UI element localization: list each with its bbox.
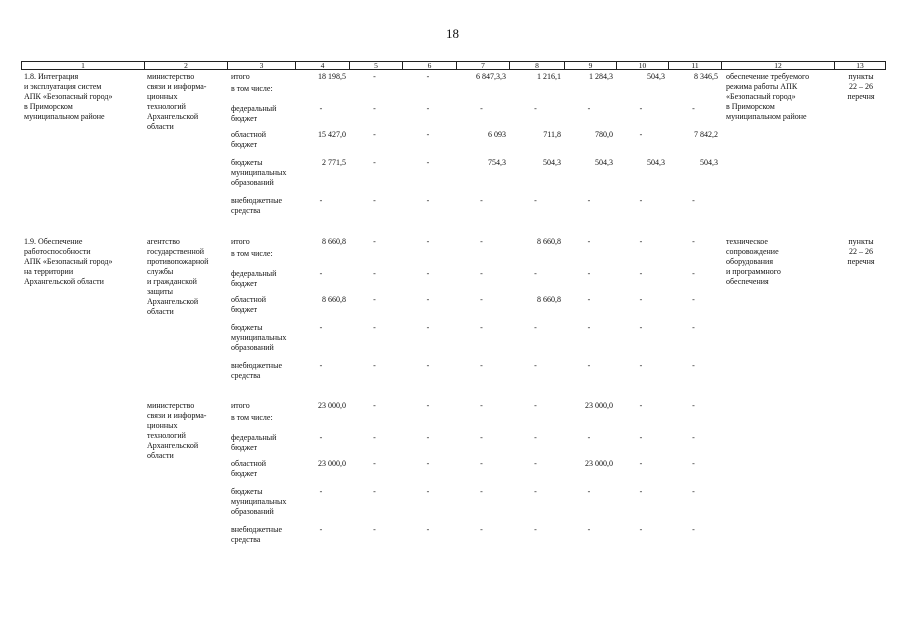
amount-cell: 504,3: [700, 158, 718, 167]
amount-cell: -: [426, 269, 430, 278]
funding-source: итого: [231, 401, 250, 410]
amount-cell: -: [587, 525, 591, 534]
amount-cell: -: [639, 269, 643, 278]
amount-cell: 23 000,0: [318, 401, 346, 410]
amount-cell: -: [692, 459, 695, 468]
amount-cell: -: [426, 459, 430, 468]
list-reference: пункты 22 – 26 перечня: [847, 237, 875, 266]
amount-cell: -: [534, 361, 537, 370]
amount-cell: -: [319, 525, 323, 534]
amount-cell: -: [373, 196, 376, 205]
amount-cell: -: [426, 433, 430, 442]
amount-cell: -: [426, 72, 430, 81]
amount-cell: -: [587, 237, 591, 246]
funding-source: в том числе:: [231, 84, 273, 93]
expected-result: обеспечение требуемого режима работы АПК «Безопасный город» в Приморском муниципальном районе: [726, 72, 810, 121]
header-cell-12: 12: [722, 61, 835, 70]
header-cell-4: 4: [296, 61, 350, 70]
amount-cell: -: [426, 130, 430, 139]
amount-cell: 15 427,0: [318, 130, 346, 139]
amount-cell: -: [426, 295, 430, 304]
amount-cell: -: [480, 361, 483, 370]
amount-cell: -: [373, 361, 376, 370]
amount-cell: -: [373, 72, 376, 81]
header-cell-13: 13: [835, 61, 886, 70]
expected-result: техническое сопровождение оборудования и программного обеспечения: [726, 237, 781, 286]
amount-cell: 8 660,8: [537, 237, 561, 246]
amount-cell: 504,3: [543, 158, 561, 167]
amount-cell: -: [426, 401, 430, 410]
amount-cell: 18 198,5: [318, 72, 346, 81]
amount-cell: 780,0: [595, 130, 613, 139]
amount-cell: 504,3: [647, 72, 665, 81]
amount-cell: -: [480, 487, 483, 496]
executor: министерство связи и информа- ционных технологий Архангельской области: [147, 72, 207, 131]
amount-cell: -: [639, 196, 643, 205]
funding-source: внебюджетные средства: [231, 525, 282, 544]
header-cell-6: 6: [403, 61, 457, 70]
amount-cell: 504,3: [595, 158, 613, 167]
funding-source: областной бюджет: [231, 459, 267, 478]
header-cell-5: 5: [350, 61, 403, 70]
header-cell-8: 8: [510, 61, 565, 70]
amount-cell: -: [426, 361, 430, 370]
amount-cell: -: [587, 433, 591, 442]
amount-cell: -: [426, 525, 430, 534]
header-cell-10: 10: [617, 61, 669, 70]
funding-source: в том числе:: [231, 413, 273, 422]
amount-cell: -: [373, 433, 376, 442]
amount-cell: -: [373, 104, 376, 113]
amount-cell: 754,3: [488, 158, 506, 167]
amount-cell: -: [426, 237, 430, 246]
funding-source: бюджеты муниципальных образований: [231, 158, 287, 187]
amount-cell: -: [534, 433, 537, 442]
funding-source: федеральный бюджет: [231, 433, 277, 452]
amount-cell: -: [639, 323, 643, 332]
amount-cell: -: [639, 487, 643, 496]
amount-cell: -: [587, 361, 591, 370]
amount-cell: -: [373, 158, 376, 167]
amount-cell: -: [426, 158, 430, 167]
amount-cell: 2 771,5: [322, 158, 346, 167]
funding-source: областной бюджет: [231, 295, 267, 314]
amount-cell: -: [319, 104, 323, 113]
amount-cell: 6 847,3,3: [476, 72, 506, 81]
amount-cell: -: [692, 295, 695, 304]
amount-cell: -: [639, 433, 643, 442]
amount-cell: 23 000,0: [318, 459, 346, 468]
amount-cell: 23 000,0: [585, 459, 613, 468]
amount-cell: -: [480, 269, 483, 278]
amount-cell: -: [480, 401, 483, 410]
funding-source: внебюджетные средства: [231, 196, 282, 215]
amount-cell: -: [373, 487, 376, 496]
funding-source: федеральный бюджет: [231, 104, 277, 123]
funding-source: внебюджетные средства: [231, 361, 282, 380]
amount-cell: -: [426, 104, 430, 113]
amount-cell: -: [373, 237, 376, 246]
page-number: 18: [446, 26, 459, 41]
amount-cell: -: [480, 525, 483, 534]
amount-cell: -: [639, 401, 643, 410]
amount-cell: -: [692, 104, 695, 113]
amount-cell: -: [534, 269, 537, 278]
header-cell-11: 11: [669, 61, 722, 70]
funding-source: федеральный бюджет: [231, 269, 277, 288]
amount-cell: -: [480, 323, 483, 332]
amount-cell: -: [587, 295, 591, 304]
amount-cell: -: [319, 487, 323, 496]
amount-cell: -: [534, 104, 537, 113]
amount-cell: -: [639, 525, 643, 534]
amount-cell: -: [373, 295, 376, 304]
amount-cell: -: [373, 323, 376, 332]
amount-cell: -: [692, 237, 695, 246]
amount-cell: 8 660,8: [537, 295, 561, 304]
amount-cell: -: [692, 525, 695, 534]
amount-cell: -: [692, 361, 695, 370]
funding-source: бюджеты муниципальных образований: [231, 487, 287, 516]
measure-name: 1.8. Интеграция и эксплуатация систем АПК «Безопасный город» в Приморском муниципальном районе: [24, 72, 113, 121]
amount-cell: 8 660,8: [322, 295, 346, 304]
amount-cell: -: [534, 323, 537, 332]
amount-cell: 8 660,8: [322, 237, 346, 246]
amount-cell: -: [534, 401, 537, 410]
amount-cell: -: [587, 196, 591, 205]
executor: министерство связи и информа- ционных технологий Архангельской области: [147, 401, 207, 460]
amount-cell: -: [692, 269, 695, 278]
amount-cell: 7 842,2: [694, 130, 718, 139]
list-reference: пункты 22 – 26 перечня: [847, 72, 875, 101]
amount-cell: 1 216,1: [537, 72, 561, 81]
amount-cell: -: [426, 196, 430, 205]
header-cell-9: 9: [565, 61, 617, 70]
measure-name: 1.9. Обеспечение работоспособности АПК «Безопасный город» на территории Архангельской области: [24, 237, 113, 286]
amount-cell: -: [373, 459, 376, 468]
amount-cell: -: [534, 196, 537, 205]
amount-cell: 6 093: [488, 130, 506, 139]
amount-cell: -: [319, 361, 323, 370]
amount-cell: -: [639, 295, 643, 304]
amount-cell: -: [534, 487, 537, 496]
funding-source: областной бюджет: [231, 130, 267, 149]
amount-cell: 504,3: [647, 158, 665, 167]
amount-cell: -: [319, 269, 323, 278]
header-cell-2: 2: [145, 61, 228, 70]
header-cell-1: 1: [21, 61, 145, 70]
funding-source: итого: [231, 72, 250, 81]
amount-cell: -: [373, 130, 376, 139]
amount-cell: -: [426, 487, 430, 496]
amount-cell: -: [692, 401, 695, 410]
amount-cell: -: [480, 237, 483, 246]
funding-source: бюджеты муниципальных образований: [231, 323, 287, 352]
amount-cell: -: [426, 323, 430, 332]
amount-cell: -: [480, 433, 483, 442]
amount-cell: -: [639, 459, 643, 468]
amount-cell: -: [639, 130, 643, 139]
funding-source: итого: [231, 237, 250, 246]
amount-cell: -: [480, 104, 483, 113]
amount-cell: -: [587, 487, 591, 496]
amount-cell: -: [373, 269, 376, 278]
header-cell-7: 7: [457, 61, 510, 70]
amount-cell: 1 284,3: [589, 72, 613, 81]
amount-cell: -: [692, 487, 695, 496]
amount-cell: 8 346,5: [694, 72, 718, 81]
amount-cell: -: [373, 401, 376, 410]
amount-cell: 711,8: [543, 130, 561, 139]
amount-cell: -: [319, 323, 323, 332]
header-cell-3: 3: [228, 61, 296, 70]
amount-cell: -: [639, 104, 643, 113]
amount-cell: -: [480, 196, 483, 205]
amount-cell: -: [480, 459, 483, 468]
amount-cell: -: [587, 104, 591, 113]
executor: агентство государственной противопожарной службы и гражданской защиты Архангельской области: [147, 237, 209, 316]
funding-source: в том числе:: [231, 249, 273, 258]
amount-cell: -: [534, 525, 537, 534]
amount-cell: -: [639, 361, 643, 370]
amount-cell: -: [692, 433, 695, 442]
amount-cell: -: [639, 237, 643, 246]
amount-cell: -: [480, 295, 483, 304]
amount-cell: -: [587, 269, 591, 278]
amount-cell: 23 000,0: [585, 401, 613, 410]
amount-cell: -: [319, 433, 323, 442]
amount-cell: -: [319, 196, 323, 205]
amount-cell: -: [587, 323, 591, 332]
amount-cell: -: [373, 525, 376, 534]
amount-cell: -: [692, 196, 695, 205]
amount-cell: -: [692, 323, 695, 332]
amount-cell: -: [534, 459, 537, 468]
